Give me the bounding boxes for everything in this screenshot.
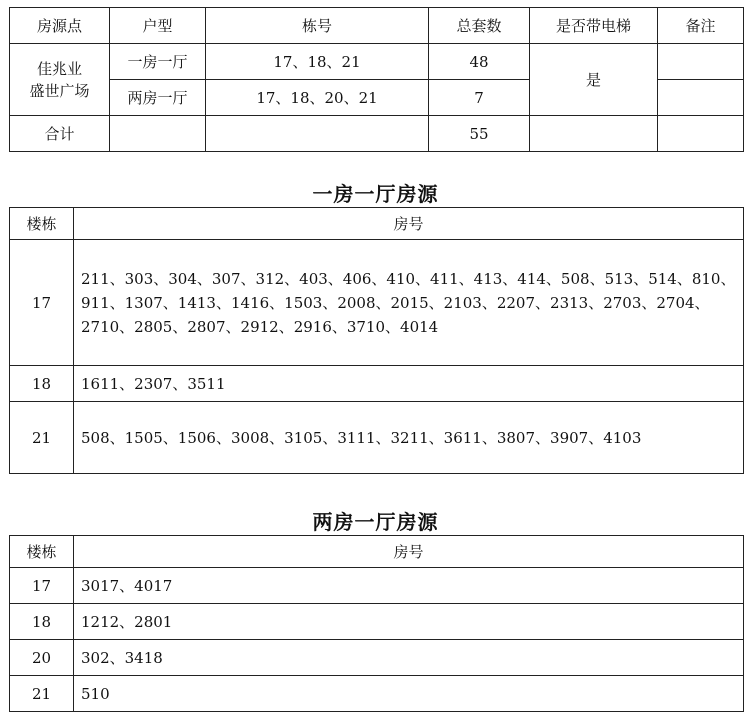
header-building-number: 栋号 [206,8,429,44]
room-numbers-cell: 302、3418 [74,640,744,676]
location-line-1: 佳兆业 [36,59,82,78]
empty-cell [206,116,429,152]
empty-cell [530,116,658,152]
two-bedroom-title: 两房一厅房源 [312,510,439,534]
location-line-2: 盛世广场 [29,81,90,100]
header-elevator: 是否带电梯 [530,8,658,44]
header-total-units: 总套数 [429,8,530,44]
remarks-cell [658,44,744,80]
empty-cell [110,116,206,152]
one-bedroom-title: 一房一厅房源 [312,182,439,206]
buildings-cell: 17、18、21 [206,44,429,80]
location-cell [10,44,110,116]
building-cell: 18 [10,366,74,402]
building-cell: 21 [10,402,74,474]
remarks-cell [658,80,744,116]
grand-total-cell: 55 [429,116,530,152]
room-numbers-cell: 510 [74,676,744,712]
building-cell: 17 [10,568,74,604]
building-cell: 21 [10,676,74,712]
room-numbers-cell: 211、303、304、307、312、403、406、410、411、413、414、508、513、514、810、911、1307、1413、1416、1503、2008、2015、2103、2207、2313、2703、2704、2710、2805、2807、2912、2916、3710、4014 [74,240,744,366]
room-numbers-cell: 508、1505、1506、3008、3105、3111、3211、3611、3807、3907、4103 [74,402,744,474]
empty-cell [658,116,744,152]
total-cell: 7 [429,80,530,116]
total-cell: 48 [429,44,530,80]
total-label-cell: 合计 [10,116,110,152]
elevator-cell: 是 [530,44,658,116]
building-cell: 18 [10,604,74,640]
header-building: 楼栋 [10,208,74,240]
room-numbers-cell: 3017、4017 [74,568,744,604]
buildings-cell: 17、18、20、21 [206,80,429,116]
header-remarks: 备注 [658,8,744,44]
building-cell: 17 [10,240,74,366]
one-bedroom-table [9,207,744,474]
summary-table [9,7,744,152]
header-building: 楼栋 [10,536,74,568]
room-numbers-cell: 1212、2801 [74,604,744,640]
room-numbers-cell: 1611、2307、3511 [74,366,744,402]
header-room-numbers: 房号 [74,536,744,568]
two-bedroom-table [9,535,744,712]
unit-type-cell: 两房一厅 [110,80,206,116]
unit-type-cell: 一房一厅 [110,44,206,80]
header-room-numbers: 房号 [74,208,744,240]
header-location: 房源点 [10,8,110,44]
header-unit-type: 户型 [110,8,206,44]
building-cell: 20 [10,640,74,676]
